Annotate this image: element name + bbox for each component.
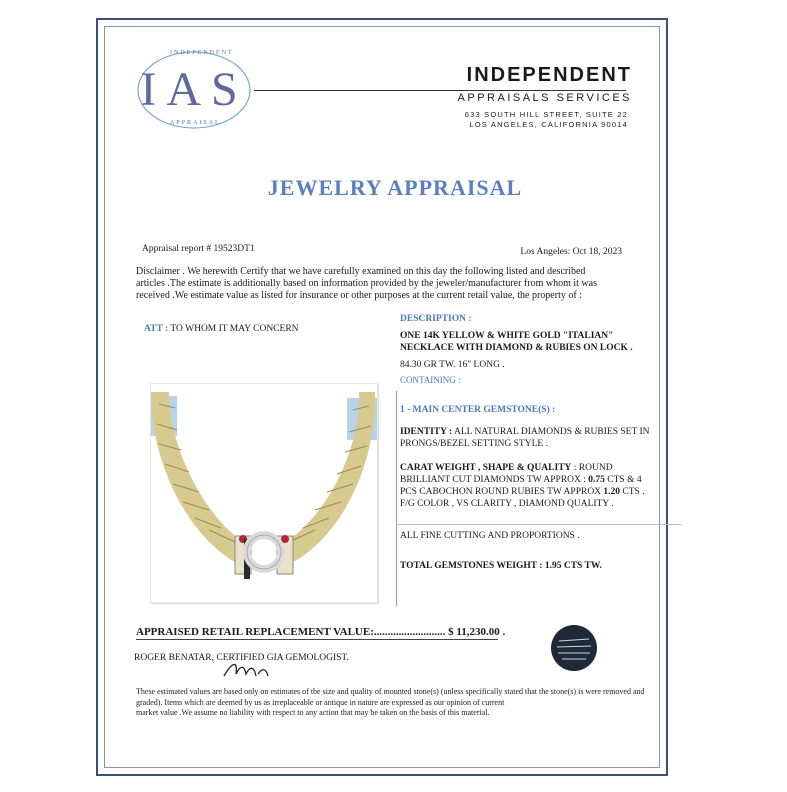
att-line [144, 323, 299, 335]
att-label: ATT : [144, 324, 169, 334]
weight-length: 84.30 GR TW. 16" LONG . [400, 360, 505, 370]
identity-line-2: PRONGS/BEZEL SETTING STYLE . [400, 439, 548, 449]
identity-label: IDENTITY : [400, 427, 453, 437]
disclaimer-line-2: articles .The estimate is additionally based on information provided by the jeweler/manufacturer from whom it was [136, 278, 597, 289]
company-subtitle: APPRAISALS SERVICES [457, 92, 632, 104]
value-underline [136, 639, 498, 640]
identity-line-1: ALL NATURAL DIAMONDS & RUBIES SET IN [452, 427, 650, 437]
footer-line-1: These estimated values are based only on estimates of the size and quality of mounted stone(s) (unless specifically stated that the stone(s) is were removed and [136, 687, 645, 696]
carat-line-3c: CTS . [620, 487, 645, 497]
identity-block [400, 426, 650, 450]
gia-seal [551, 625, 597, 671]
address-line-2: LOS ANGELES, CALIFORNIA 90014 [469, 120, 628, 129]
carat-line-3a: PCS CABOCHON ROUND RUBIES TW APPROX [400, 487, 604, 497]
carat-label: CARAT WEIGHT , SHAPE & QUALITY [400, 463, 572, 473]
carat-block [400, 462, 660, 510]
ias-logo [134, 48, 254, 132]
description-heading: DESCRIPTION : [400, 314, 472, 324]
document-title: JEWELRY APPRAISAL [267, 175, 523, 200]
disclaimer [136, 266, 636, 302]
company-name: INDEPENDENT [466, 64, 632, 86]
footer-disclaimer [136, 687, 648, 719]
item-line-2: NECKLACE WITH DIAMOND & RUBIES ON LOCK . [400, 343, 633, 353]
gemstone-heading: 1 - MAIN CENTER GEMSTONE(S) : [400, 405, 556, 415]
footer-line-3: market value .We assume no liability with respect to any action that may be taken on the basis of this material. [136, 708, 490, 717]
seal-icon [551, 625, 597, 671]
fold-line [396, 524, 682, 525]
disclaimer-line-3: received .We estimate value as listed for insurance or other purposes at the current retail value, the property of : [136, 290, 582, 301]
item-line-1: ONE 14K YELLOW & WHITE GOLD "ITALIAN" [400, 331, 614, 341]
ruby-weight: 1.20 [603, 487, 621, 497]
logo-letters: IAS [140, 63, 248, 116]
necklace-photo [150, 383, 378, 603]
footer-line-2: graded). Items which are deemed by us as irreplaceable or antique in nature are expressed as our opinion of current [136, 697, 505, 707]
logo-ring-text-top: INDEPENDENT [170, 50, 234, 56]
address-line-1: 633 SOUTH HILL STREET, SUITE 22 [464, 110, 628, 119]
containing-label: CONTAINING : [400, 375, 461, 385]
carat-line-2a: BRILLIANT CUT DIAMONDS TW APPROX : [400, 475, 589, 485]
disclaimer-line-1: Disclaimer . We herewith Certify that we have carefully examined on this day the following listed and described [136, 266, 586, 277]
carat-line-4: F/G COLOR , VS CLARITY , DIAMOND QUALITY . [400, 499, 614, 509]
report-number: Appraisal report # 19523DT1 [142, 244, 255, 254]
appraiser-name: ROGER BENATAR, CERTIFIED GIA GEMOLOGIST. [134, 653, 349, 663]
header-divider [254, 90, 626, 91]
appraised-value: APPRAISED RETAIL REPLACEMENT VALUE:.......................... $ 11,230.00 . [136, 626, 506, 638]
carat-line-1: : ROUND [571, 463, 613, 473]
description-divider [396, 391, 397, 606]
diamond-weight: 0.75 [588, 475, 605, 485]
signature-icon [218, 656, 298, 684]
location-date: Los Angeles: Oct 18, 2023 [520, 247, 622, 257]
item-description [400, 330, 640, 354]
necklace-image [151, 384, 377, 602]
company-address [420, 110, 628, 130]
logo-ring-text-bottom: APPRAISAL [170, 120, 221, 126]
att-value: TO WHOM IT MAY CONCERN [170, 324, 299, 334]
total-gemstone-weight: TOTAL GEMSTONES WEIGHT : 1.95 CTS TW. [400, 561, 602, 571]
cutting-note: ALL FINE CUTTING AND PROPORTIONS . [400, 531, 580, 541]
appraiser-signature [218, 656, 298, 684]
carat-line-2c: CTS & 4 [604, 475, 642, 485]
